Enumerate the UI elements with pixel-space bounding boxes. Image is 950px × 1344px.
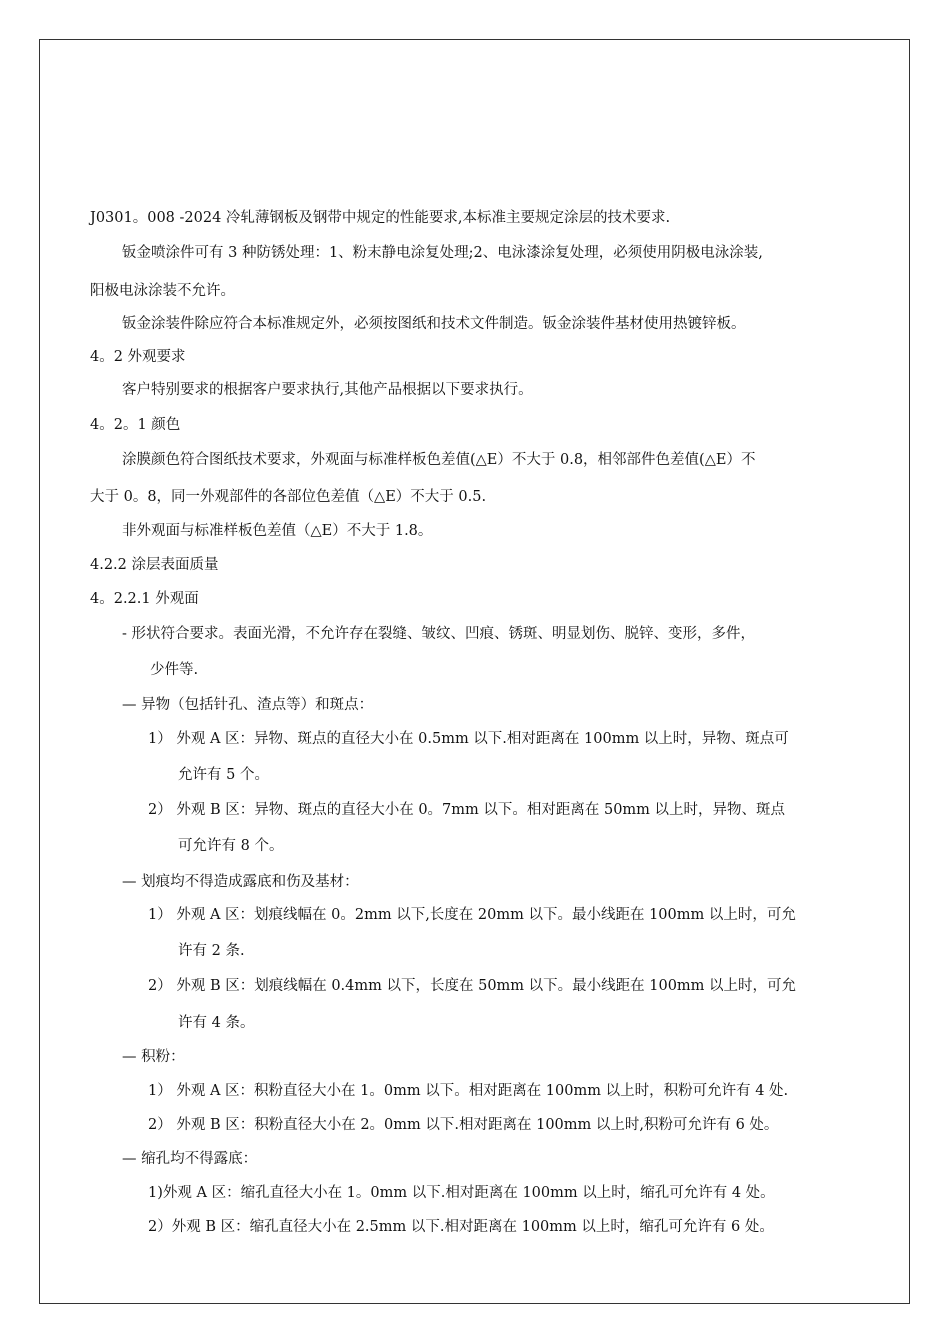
foreign-matter-b: 2） 外观 B 区：异物、斑点的直径大小在 0。7mm 以下。相对距离在 50mm 以上时，异物、斑点 xyxy=(148,802,786,818)
section-heading-4-2-1: 4。2。1 颜色 xyxy=(90,417,181,433)
powder-b: 2） 外观 B 区：积粉直径大小在 2。0mm 以下.相对距离在 100mm 以上时,积粉可允许有 6 处。 xyxy=(148,1117,779,1133)
section-heading-4-2-2: 4.2.2 涂层表面质量 xyxy=(90,557,219,573)
shrink-hole-heading: — 缩孔均不得露底： xyxy=(122,1151,258,1167)
foreign-matter-b-cont: 可允许有 8 个。 xyxy=(178,838,284,854)
shape-requirement-cont: 少件等. xyxy=(150,662,199,678)
foreign-matter-a-cont: 允许有 5 个。 xyxy=(178,767,269,783)
powder-a: 1） 外观 A 区：积粉直径大小在 1。0mm 以下。相对距离在 100mm 以上时，积粉可允许有 4 处. xyxy=(148,1083,789,1099)
powder-heading: — 积粉： xyxy=(122,1049,185,1065)
shrink-hole-a: 1)外观 A 区：缩孔直径大小在 1。0mm 以下.相对距离在 100mm 以上时，缩孔可允许有 4 处。 xyxy=(148,1185,775,1201)
non-appearance-line: 非外观面与标准样板色差值（△E）不大于 1.8。 xyxy=(122,523,433,539)
section-heading-4-2-2-1: 4。2.2.1 外观面 xyxy=(90,591,199,607)
customer-requirement-line: 客户特别要求的根据客户要求执行,其他产品根据以下要求执行。 xyxy=(122,382,533,398)
foreign-matter-heading: — 异物（包括针孔、渣点等）和斑点： xyxy=(122,697,374,713)
intro-line: J0301。008 -2024 冷轧薄钢板及钢带中规定的性能要求,本标准主要规定涂层的技术要求. xyxy=(90,210,671,226)
rust-treatment-cont: 阳极电泳涂装不允许。 xyxy=(90,283,235,299)
shape-requirement-line: - 形状符合要求。表面光滑，不允许存在裂缝、皱纹、凹痕、锈斑、明显划伤、脱锌、变形，多件， xyxy=(122,626,756,642)
rust-treatment-line: 钣金喷涂件可有 3 种防锈处理：1、粉末静电涂复处理;2、电泳漆涂复处理，必须使用阴极电泳涂装, xyxy=(122,245,763,261)
shrink-hole-b: 2）外观 B 区：缩孔直径大小在 2.5mm 以下.相对距离在 100mm 以上时，缩孔可允许有 6 处。 xyxy=(148,1219,774,1235)
scratch-a: 1） 外观 A 区：划痕线幅在 0。2mm 以下,长度在 20mm 以下。最小线距在 100mm 以上时，可允 xyxy=(148,907,796,923)
color-diff-line: 涂膜颜色符合图纸技术要求，外观面与标准样板色差值(△E）不大于 0.8，相邻部件色差值(△E）不 xyxy=(122,452,756,468)
scratch-b-cont: 许有 4 条。 xyxy=(178,1015,255,1031)
scratch-heading: — 划痕均不得造成露底和伤及基材： xyxy=(122,874,359,890)
base-material-line: 钣金涂装件除应符合本标准规定外，必须按图纸和技术文件制造。钣金涂装件基材使用热镀锌板。 xyxy=(122,316,746,332)
color-diff-cont: 大于 0。8，同一外观部件的各部位色差值（△E）不大于 0.5. xyxy=(90,489,487,505)
foreign-matter-a: 1） 外观 A 区：异物、斑点的直径大小在 0.5mm 以下.相对距离在 100mm 以上时，异物、斑点可 xyxy=(148,731,789,747)
section-heading-4-2: 4。2 外观要求 xyxy=(90,349,186,365)
scratch-a-cont: 许有 2 条. xyxy=(178,943,245,959)
scratch-b: 2） 外观 B 区：划痕线幅在 0.4mm 以下，长度在 50mm 以下。最小线距在 100mm 以上时，可允 xyxy=(148,978,797,994)
